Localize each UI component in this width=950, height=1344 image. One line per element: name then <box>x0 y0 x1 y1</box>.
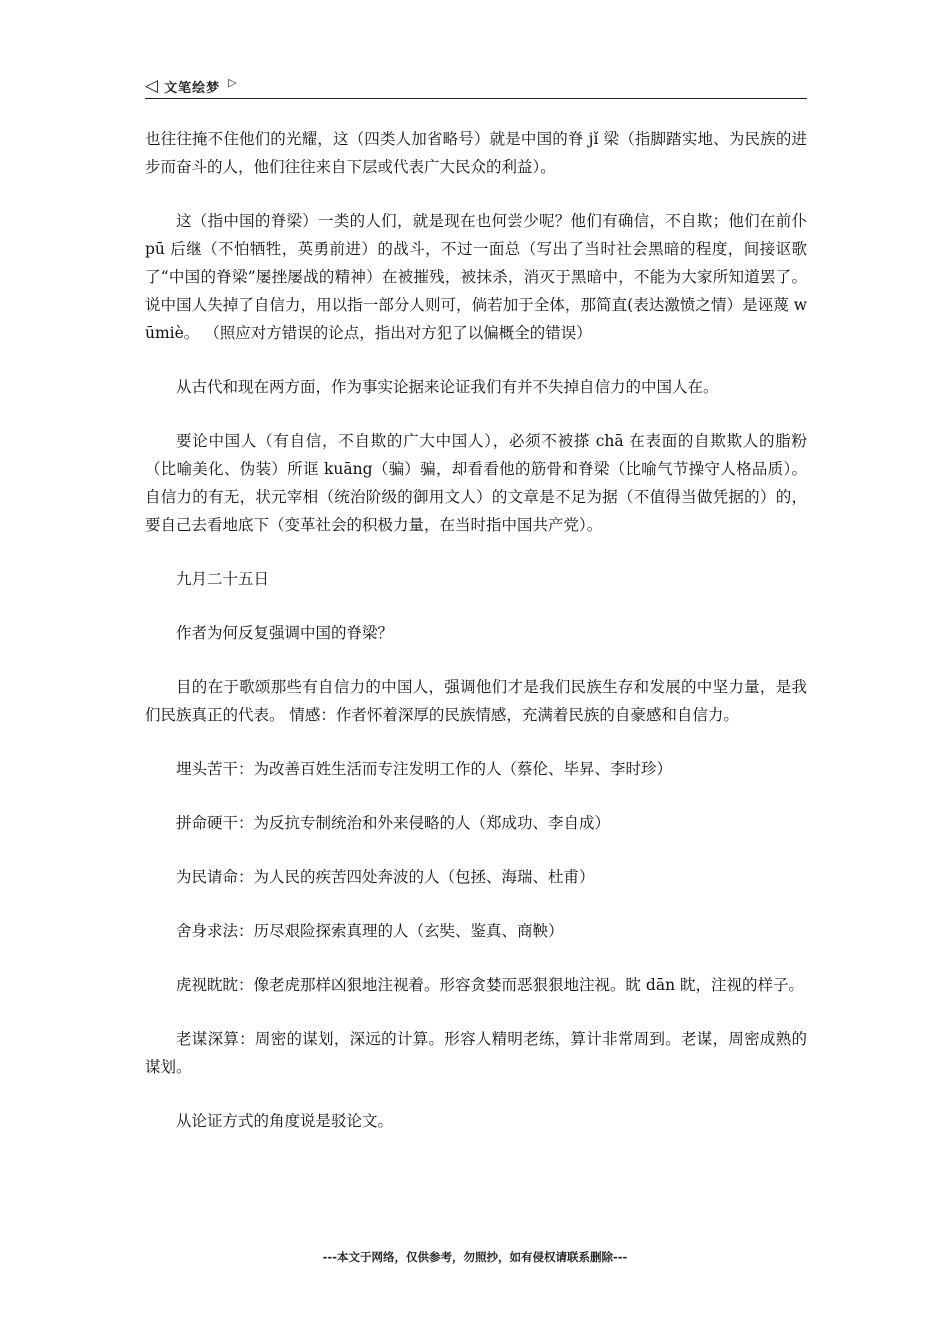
paragraph: 目的在于歌颂那些有自信力的中国人，强调他们才是我们民族生存和发展的中坚力量，是我们民族真正的代表。 情感：作者怀着深厚的民族情感，充满着民族的自豪感和自信力。 <box>145 678 807 724</box>
triangle-right-icon: ▷ <box>228 76 237 89</box>
paragraph: 这（指中国的脊梁）一类的人们，就是现在也何尝少呢？他们有确信，不自欺；他们在前仆 pū 后继（不怕牺牲，英勇前进）的战斗，不过一面总（写出了当时社会黑暗的程度，间接讴歌了“中国的脊梁”屡挫屡战的精神）在被摧残，被抹杀，消灭于黑暗中，不能为大家所知道罢了。说中国人失掉了自信力，用以指一部分人则可，倘若加于全体，那简直(表达激愤之情）是诬蔑 wūmiè。 （照应对方错误的论点，指出对方犯了以偏概全的错误） <box>145 212 807 342</box>
paragraph: 从古代和现在两方面，作为事实论据来论证我们有并不失掉自信力的中国人在。 <box>176 378 719 396</box>
list-item: 拼命硬干：为反抗专制统治和外来侵略的人（郑成功、李自成） <box>176 814 611 832</box>
page-header <box>145 74 807 99</box>
definition: 虎视眈眈：像老虎那样凶狠地注视着。形容贪婪而恶狠狠地注视。眈 dān 眈，注视的样子。 <box>176 976 805 994</box>
paragraph: 从论证方式的角度说是驳论文。 <box>176 1112 394 1130</box>
definition: 老谋深算：周密的谋划，深远的计算。形容人精明老练，算计非常周到。老谋，周密成熟的谋划。 <box>145 1030 807 1076</box>
list-item: 埋头苦干：为改善百姓生活而专注发明工作的人（蔡伦、毕昇、李时珍） <box>176 760 673 778</box>
header-title: 文笔绘梦 <box>164 80 221 96</box>
document-body <box>145 125 807 1161</box>
paragraph: 也往往掩不住他们的光耀，这（四类人加省略号）就是中国的脊 jǐ 梁（指脚踏实地、为民族的进步而奋斗的人，他们往往来自下层或代表广大民众的利益）。 <box>145 130 807 176</box>
triangle-left-icon: ◁ <box>145 76 159 96</box>
list-item: 为民请命：为人民的疾苦四处奔波的人（包拯、海瑞、杜甫） <box>176 868 595 886</box>
page-footer: ---本文于网络，仅供参考，勿照抄，如有侵权请联系删除--- <box>322 1250 628 1264</box>
date-line: 九月二十五日 <box>176 570 270 588</box>
list-item: 舍身求法：历尽艰险探索真理的人（玄奘、鉴真、商鞅） <box>176 922 564 940</box>
question: 作者为何反复强调中国的脊梁？ <box>176 624 394 642</box>
paragraph: 要论中国人（有自信，不自欺的广大中国人），必须不被搽 chā 在表面的自欺欺人的脂粉（比喻美化、伪装）所诓 kuāng（骗）骗，却看看他的筋骨和脊梁（比喻气节操守人格品质）。自信力的有无，状元宰相（统治阶级的御用文人）的文章是不足为据（不值得当做凭据的）的，要自己去看地底下（变革社会的积极力量，在当时指中国共产党）。 <box>145 432 807 534</box>
